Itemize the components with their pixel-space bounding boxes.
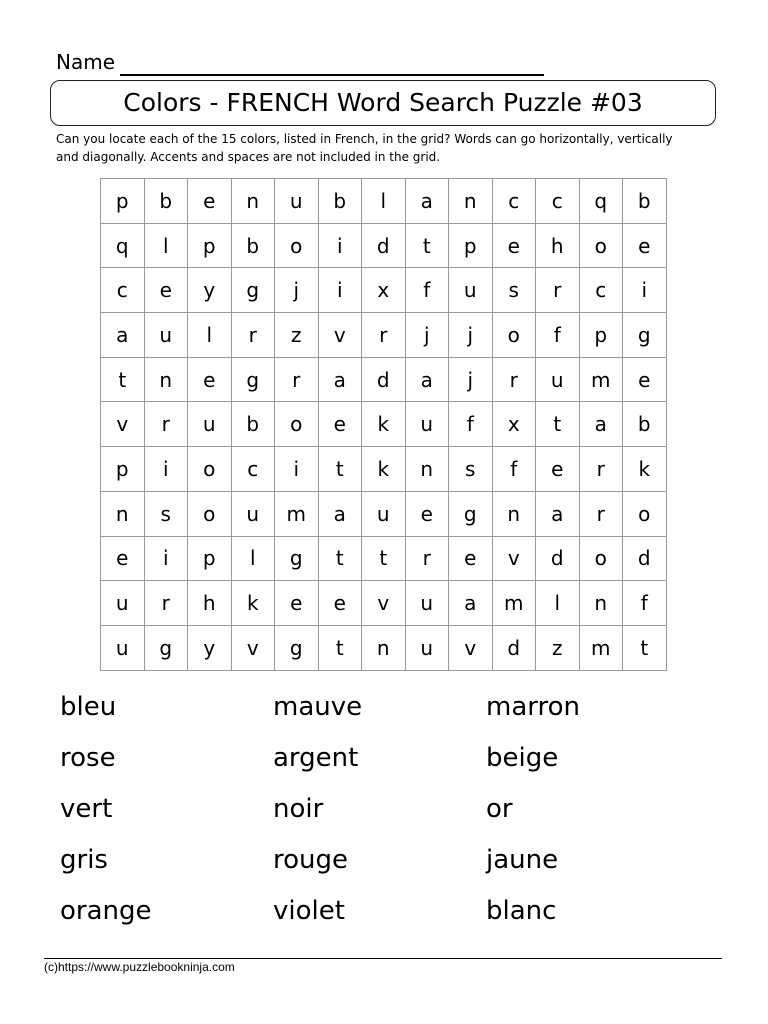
grid-cell[interactable]: d: [536, 537, 580, 582]
grid-cell[interactable]: c: [536, 179, 580, 224]
grid-cell[interactable]: r: [145, 581, 189, 626]
grid-cell[interactable]: l: [188, 313, 232, 358]
grid-cell[interactable]: r: [362, 313, 406, 358]
grid-cell[interactable]: n: [449, 179, 493, 224]
grid-cell[interactable]: t: [319, 626, 363, 671]
grid-cell[interactable]: y: [188, 268, 232, 313]
grid-cell[interactable]: f: [449, 402, 493, 447]
grid-cell[interactable]: o: [275, 224, 319, 269]
grid-cell[interactable]: p: [101, 447, 145, 492]
grid-cell[interactable]: m: [493, 581, 537, 626]
grid-cell[interactable]: a: [319, 358, 363, 403]
grid-cell[interactable]: v: [493, 537, 537, 582]
grid-cell[interactable]: o: [580, 537, 624, 582]
grid-cell[interactable]: t: [536, 402, 580, 447]
grid-cell[interactable]: n: [101, 492, 145, 537]
grid-cell[interactable]: e: [493, 224, 537, 269]
grid-cell[interactable]: v: [232, 626, 276, 671]
name-field-line[interactable]: [120, 74, 544, 76]
word-list-item: beige: [486, 743, 559, 773]
grid-cell[interactable]: a: [449, 581, 493, 626]
page-title: Colors - FRENCH Word Search Puzzle #03: [123, 88, 643, 117]
grid-cell[interactable]: s: [493, 268, 537, 313]
word-list-item: violet: [273, 896, 345, 926]
grid-cell[interactable]: v: [319, 313, 363, 358]
footer-divider: [44, 958, 722, 959]
grid-cell[interactable]: u: [145, 313, 189, 358]
grid-cell[interactable]: e: [145, 268, 189, 313]
grid-cell[interactable]: b: [232, 224, 276, 269]
grid-cell[interactable]: o: [623, 492, 667, 537]
grid-cell[interactable]: k: [362, 402, 406, 447]
grid-cell[interactable]: e: [623, 224, 667, 269]
grid-cell[interactable]: v: [101, 402, 145, 447]
grid-cell[interactable]: f: [493, 447, 537, 492]
grid-cell[interactable]: r: [580, 447, 624, 492]
grid-cell[interactable]: e: [188, 179, 232, 224]
grid-cell[interactable]: q: [580, 179, 624, 224]
grid-cell[interactable]: u: [275, 179, 319, 224]
grid-cell[interactable]: g: [623, 313, 667, 358]
title-box: [50, 80, 716, 126]
grid-cell[interactable]: e: [449, 537, 493, 582]
grid-cell[interactable]: r: [232, 313, 276, 358]
grid-cell[interactable]: e: [101, 537, 145, 582]
grid-cell[interactable]: r: [493, 358, 537, 403]
grid-cell[interactable]: b: [319, 179, 363, 224]
grid-cell[interactable]: e: [319, 581, 363, 626]
grid-cell[interactable]: e: [406, 492, 450, 537]
grid-cell[interactable]: r: [275, 358, 319, 403]
grid-cell[interactable]: i: [623, 268, 667, 313]
grid-cell[interactable]: d: [623, 537, 667, 582]
grid-cell[interactable]: g: [449, 492, 493, 537]
grid-cell[interactable]: f: [623, 581, 667, 626]
grid-cell[interactable]: l: [145, 224, 189, 269]
grid-cell[interactable]: v: [362, 581, 406, 626]
grid-cell[interactable]: p: [188, 537, 232, 582]
grid-cell[interactable]: n: [145, 358, 189, 403]
grid-cell[interactable]: i: [145, 537, 189, 582]
grid-cell[interactable]: n: [580, 581, 624, 626]
grid-cell[interactable]: b: [232, 402, 276, 447]
grid-cell[interactable]: o: [580, 224, 624, 269]
word-list-item: rose: [60, 743, 116, 773]
grid-cell[interactable]: u: [362, 492, 406, 537]
grid-cell[interactable]: g: [145, 626, 189, 671]
word-list-item: noir: [273, 794, 324, 824]
grid-cell[interactable]: t: [362, 537, 406, 582]
grid-cell[interactable]: i: [145, 447, 189, 492]
grid-cell[interactable]: r: [536, 268, 580, 313]
grid-cell[interactable]: m: [580, 626, 624, 671]
grid-cell[interactable]: t: [101, 358, 145, 403]
word-list-item: rouge: [273, 845, 349, 875]
grid-cell[interactable]: t: [319, 537, 363, 582]
grid-cell[interactable]: t: [623, 626, 667, 671]
word-list-item: gris: [60, 845, 108, 875]
grid-cell[interactable]: a: [406, 358, 450, 403]
grid-cell[interactable]: j: [275, 268, 319, 313]
grid-cell[interactable]: k: [623, 447, 667, 492]
word-list: [60, 682, 700, 937]
grid-cell[interactable]: m: [275, 492, 319, 537]
grid-cell[interactable]: i: [275, 447, 319, 492]
grid-cell[interactable]: a: [580, 402, 624, 447]
grid-cell[interactable]: u: [188, 402, 232, 447]
word-list-item: mauve: [273, 692, 363, 722]
grid-cell[interactable]: u: [232, 492, 276, 537]
grid-cell[interactable]: r: [406, 537, 450, 582]
grid-cell[interactable]: l: [362, 179, 406, 224]
grid-cell[interactable]: d: [493, 626, 537, 671]
grid-cell[interactable]: a: [406, 179, 450, 224]
grid-cell[interactable]: h: [188, 581, 232, 626]
grid-cell[interactable]: o: [275, 402, 319, 447]
grid-cell[interactable]: u: [536, 358, 580, 403]
instructions-text: Can you locate each of the 15 colors, listed in French, in the grid? Words can go horizontally, vertically and diagonally. Accents and spaces are not included in the grid.: [56, 132, 673, 164]
grid-cell[interactable]: n: [406, 447, 450, 492]
word-list-item: blanc: [486, 896, 557, 926]
grid-cell[interactable]: g: [232, 358, 276, 403]
grid-cell[interactable]: l: [536, 581, 580, 626]
grid-cell[interactable]: f: [406, 268, 450, 313]
grid-cell[interactable]: i: [319, 268, 363, 313]
grid-cell[interactable]: d: [362, 224, 406, 269]
grid-cell[interactable]: u: [101, 626, 145, 671]
grid-cell[interactable]: o: [493, 313, 537, 358]
grid-cell[interactable]: t: [406, 224, 450, 269]
name-label: Name: [56, 50, 116, 74]
grid-cell[interactable]: s: [145, 492, 189, 537]
grid-cell[interactable]: z: [275, 313, 319, 358]
grid-cell[interactable]: e: [319, 402, 363, 447]
grid-cell[interactable]: o: [188, 492, 232, 537]
grid-cell[interactable]: x: [493, 402, 537, 447]
grid-cell[interactable]: s: [449, 447, 493, 492]
grid-cell[interactable]: a: [536, 492, 580, 537]
letter-grid: [100, 178, 667, 671]
grid-cell[interactable]: u: [449, 268, 493, 313]
grid-cell[interactable]: c: [232, 447, 276, 492]
grid-cell[interactable]: k: [232, 581, 276, 626]
grid-cell[interactable]: b: [145, 179, 189, 224]
grid-cell[interactable]: g: [275, 537, 319, 582]
word-list-item: orange: [60, 896, 152, 926]
grid-cell[interactable]: p: [101, 179, 145, 224]
grid-cell[interactable]: e: [188, 358, 232, 403]
grid-cell[interactable]: u: [101, 581, 145, 626]
word-list-item: marron: [486, 692, 580, 722]
footer-copyright: (c)https://www.puzzlebookninja.com: [44, 960, 235, 974]
word-list-item: vert: [60, 794, 113, 824]
grid-cell[interactable]: p: [580, 313, 624, 358]
grid-cell[interactable]: a: [101, 313, 145, 358]
grid-cell[interactable]: p: [449, 224, 493, 269]
grid-cell[interactable]: g: [232, 268, 276, 313]
grid-cell[interactable]: j: [449, 358, 493, 403]
grid-cell[interactable]: y: [188, 626, 232, 671]
grid-cell[interactable]: j: [449, 313, 493, 358]
word-list-item: jaune: [486, 845, 559, 875]
grid-cell[interactable]: p: [188, 224, 232, 269]
grid-cell[interactable]: d: [362, 358, 406, 403]
grid-cell[interactable]: t: [319, 447, 363, 492]
grid-cell[interactable]: h: [536, 224, 580, 269]
grid-cell[interactable]: u: [406, 402, 450, 447]
grid-cell[interactable]: k: [362, 447, 406, 492]
grid-cell[interactable]: r: [145, 402, 189, 447]
grid-cell[interactable]: m: [580, 358, 624, 403]
grid-cell[interactable]: e: [536, 447, 580, 492]
grid-cell[interactable]: u: [406, 581, 450, 626]
grid-cell[interactable]: f: [536, 313, 580, 358]
grid-cell[interactable]: o: [188, 447, 232, 492]
grid-cell[interactable]: z: [536, 626, 580, 671]
word-list-item: or: [486, 794, 513, 824]
grid-cell[interactable]: j: [406, 313, 450, 358]
grid-cell[interactable]: e: [275, 581, 319, 626]
word-list-item: argent: [273, 743, 359, 773]
grid-cell[interactable]: u: [406, 626, 450, 671]
grid-cell[interactable]: n: [362, 626, 406, 671]
grid-cell[interactable]: e: [623, 358, 667, 403]
grid-cell[interactable]: r: [580, 492, 624, 537]
word-list-item: bleu: [60, 692, 117, 722]
grid-cell[interactable]: b: [623, 179, 667, 224]
grid-cell[interactable]: i: [319, 224, 363, 269]
grid-cell[interactable]: c: [493, 179, 537, 224]
grid-cell[interactable]: l: [232, 537, 276, 582]
grid-cell[interactable]: v: [449, 626, 493, 671]
grid-cell[interactable]: b: [623, 402, 667, 447]
grid-cell[interactable]: c: [580, 268, 624, 313]
grid-cell[interactable]: a: [319, 492, 363, 537]
grid-cell[interactable]: c: [101, 268, 145, 313]
grid-cell[interactable]: q: [101, 224, 145, 269]
grid-cell[interactable]: n: [493, 492, 537, 537]
grid-cell[interactable]: g: [275, 626, 319, 671]
grid-cell[interactable]: n: [232, 179, 276, 224]
grid-cell[interactable]: x: [362, 268, 406, 313]
